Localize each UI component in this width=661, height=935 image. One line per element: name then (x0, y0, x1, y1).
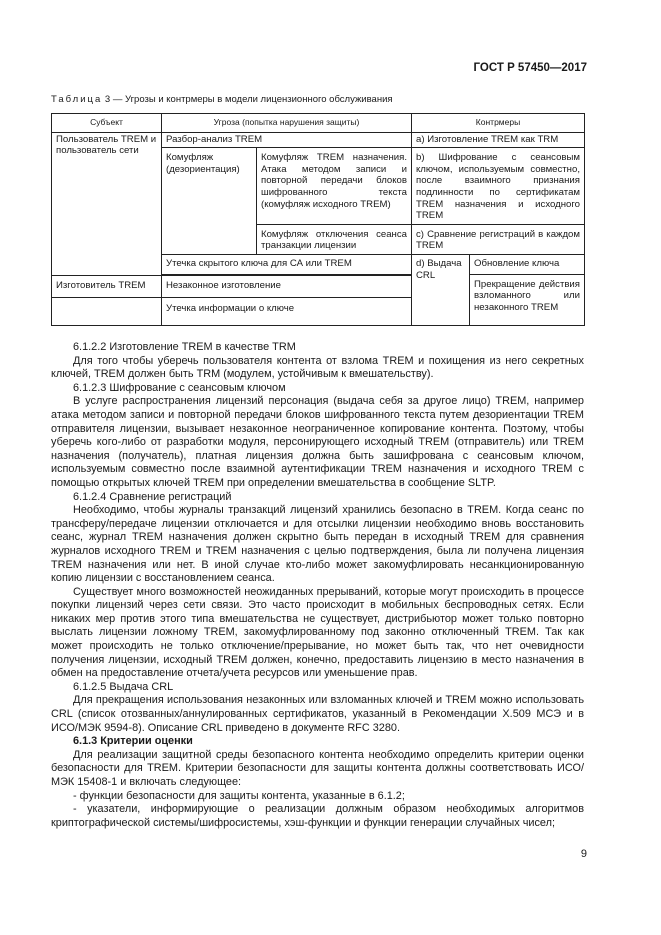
threats-table (51, 113, 585, 326)
countermeasure-c-cell: c) Сравнение регистраций в каждом TREM (412, 224, 585, 254)
table-caption (51, 94, 393, 105)
section-heading-6-1-2-4: 6.1.2.4 Сравнение регистраций (73, 490, 232, 503)
threat-key-leak-cell: Утечка скрытого ключа для СА или TREM (162, 254, 412, 274)
countermeasure-d1-cell: Обновление ключа (470, 254, 585, 274)
section-heading-6-1-2-5: 6.1.2.5 Выдача CRL (73, 680, 174, 693)
document-code: ГОСТ Р 57450—2017 (473, 62, 587, 74)
section-heading-6-1-2-3: 6.1.2.3 Шифрование с сеансовым ключом (73, 381, 286, 394)
list-item: - функции безопасности для защиты контента, указанные в 6.1.2; (73, 789, 405, 802)
threat-key-info-cell: Утечка информации о ключе (162, 298, 412, 326)
body-text (51, 341, 584, 830)
list-item: - указатели, информирующие о реализации должным образом необходимых алгоритмов криптографической системы/шифросистемы, хэш-функции и функции генерации случайных чисел; (51, 803, 584, 829)
header-subject: Субъект (52, 114, 162, 133)
threat-illegal-cell: Незаконное изготовление (162, 275, 412, 298)
threat-camouflage-cell: Комуфляж (дезориентация) (162, 148, 257, 255)
caption-number: 3 (104, 94, 111, 105)
paragraph: Для реализации защитной среды безопасного контента необходимо определить критерии оценки безопасности для TREM. Критерии безопасности для защиты контента должны соответствовать ИСО/МЭК 15408-1 и включать следующее: (51, 748, 584, 788)
caption-label: Таблица (51, 94, 103, 105)
threat-camouflage-replay-cell: Комуфляж TREM назначения. Атака методом записи и повторной передачи блоков шифрованного текста (комуфляж исходного TREM) (257, 148, 412, 225)
page-number: 9 (580, 848, 587, 860)
threat-analysis-cell: Разбор-анализ TREM (162, 132, 412, 148)
countermeasure-d-cell: d) Выдача CRL (412, 254, 470, 325)
subject-manufacturer-cell: Изготовитель TREM (52, 275, 162, 298)
section-heading-6-1-3: 6.1.3 Критерии оценки (73, 735, 193, 748)
paragraph: Необходимо, чтобы журналы транзакций лицензий хранились безопасно в TREM. Когда сеанс по трансферу/передаче лицензии отключается и для отсылки лицензии необходимо вновь восстановить сеанс, журнал TREM назначения должен скрытно быть передан в исходный TREM для сравнения журналов исходного TREM и TREM назначения с целью подтверждения, была ли получена лицензия TREM назначения или нет. В иной случае кто-либо может закомуфлировать несанкционированную копию лицензии с восстановлением сеанса. (51, 504, 584, 585)
countermeasure-a-cell: a) Изготовление TREM как TRM (412, 132, 585, 148)
subject-user-cell: Пользователь TREM и пользователь сети (52, 132, 162, 275)
paragraph: Для того чтобы уберечь пользователя контента от взлома TREM и похищения из него секретных ключей, TREM должен быть TRM (модулем, устойчивым к вмешательству). (51, 354, 584, 381)
table-header-row (52, 114, 585, 133)
paragraph: Для прекращения использования незаконных или взломанных ключей и TREM можно использовать CRL (список отозванных/аннулированных сертификатов, указанный в Рекомендации X.509 МСЭ и в ИСО/МЭК 9594-8). Описание CRL приведено в документе RFC 3280. (51, 694, 584, 734)
table-row (52, 132, 585, 148)
threat-camouflage-disconnect-cell: Комуфляж отключения сеанса транзакции лицензии (257, 224, 412, 254)
countermeasure-b-cell: b) Шифрование с сеансовым ключом, используемым совместно, после взаимного признания подлинности по сертификатам TREM назначения и исходного TREM (412, 148, 585, 225)
paragraph: Существует много возможностей неожиданных прерываний, которые могут происходить в процессе покупки лицензий через сети связи. Это часто происходит в мобильных беспроводных сетях. Если никаких мер против этого типа вмешательства не существует, дистрибьютор может только повторно выслать лицензии ложному TREM, закомуфлированному под законно отключенный TREM. Так как может происходить не только отключение/прерывание, но может быть так, что нет очевидности получения лицензии, исходный TREM должен, конечно, предоставить лицензию в место назначения в обмен на предоставление отчета/учета ресурсов или уменьшение прав. (51, 585, 584, 680)
section-heading-6-1-2-2: 6.1.2.2 Изготовление TREM в качестве TRM (73, 341, 296, 353)
header-threat: Угроза (попытка нарушения защиты) (162, 114, 412, 133)
paragraph: В услуге распространения лицензий персонация (выдача себя за другое лицо) TREM, например атака методом записи и повторной передачи блоков шифрованного текста путем дезориентации TREM отправителя лицензии, вызывает незаконное неограниченное копирование контента. Поэтому, чтобы уберечь кого-либо от разработки модуля, персонирующего исходный TREM (отправитель) или TREM назначения (получатель), платная лицензия должна быть зашифрована с сеансовым ключом, используемым совместно после взаимной аутентификации TREM назначения и исходного TREM с помощью открытых ключей TREM при определении вмешательства в сообщение SLTP. (51, 395, 584, 489)
caption-title: — Угрозы и контрмеры в модели лицензионного обслуживания (112, 94, 393, 105)
header-countermeasures: Контрмеры (412, 114, 585, 133)
subject-empty-cell (52, 298, 162, 326)
countermeasure-d2-cell: Прекращение действия взломанного или незаконного TREM (470, 274, 585, 326)
